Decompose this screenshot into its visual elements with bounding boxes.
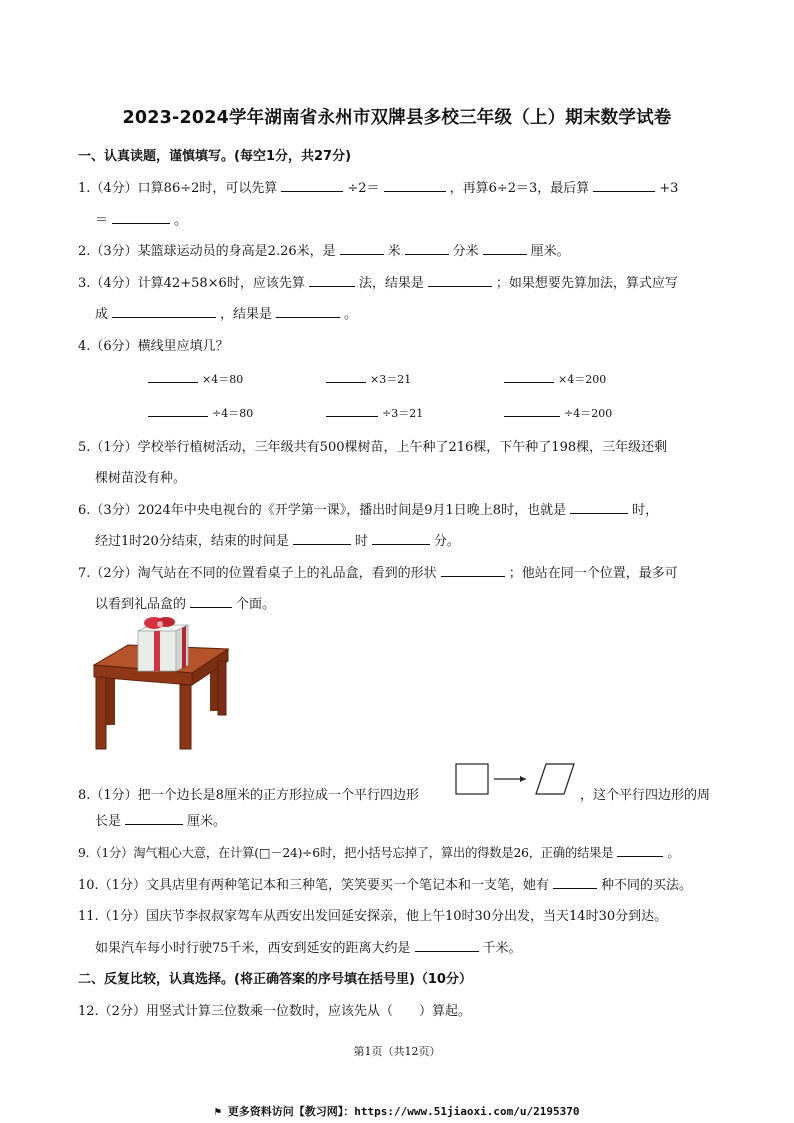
q3-text-a: 3.（4分）计算42+58×6时，应该先算: [78, 276, 305, 291]
q6-text-e: 分。: [433, 534, 460, 549]
q8-text-d: 厘米。: [187, 814, 227, 829]
q4-item-4: [148, 402, 253, 421]
q3-blank-4[interactable]: [276, 303, 340, 318]
q3-text-e: ，结果是: [220, 307, 273, 322]
table-gift-illustration: [88, 615, 236, 755]
q4-item-2: [326, 368, 411, 387]
square-shape: [456, 764, 488, 794]
q2-text-c: 分米: [452, 244, 479, 259]
question-10: [78, 874, 692, 893]
page-footer: 第1页（共12页）: [353, 1045, 441, 1058]
q9-text-b: 。: [667, 846, 680, 860]
q11-text-b: 如果汽车每小时行驶75千米，西安到延安的距离大约是: [95, 941, 411, 956]
q10-blank-1[interactable]: [553, 874, 597, 889]
q6-text-b: 时，: [632, 503, 659, 518]
q2-blank-3[interactable]: [483, 240, 527, 255]
q2-text-a: 2.（3分）某篮球运动员的身高是2.26米，是: [78, 244, 336, 259]
q3-text-c: ；如果想要先算加法，算式应写: [495, 276, 678, 291]
q7-text-b: ；他站在同一个位置，最多可: [508, 566, 678, 581]
bottom-banner-text: 更多资料访问【教习网】：https://www.51jiaoxi.com/u/2195370: [227, 1105, 580, 1118]
q6-blank-1[interactable]: [570, 499, 628, 514]
q4-item-5: [326, 402, 423, 421]
q7-text-a: 7.（2分）淘气站在不同的位置看桌子上的礼品盒，看到的形状: [78, 566, 437, 581]
q4-blank-6[interactable]: [504, 402, 560, 417]
q1-text-a: 1.（4分）口算86÷2时，可以先算: [78, 181, 278, 196]
q7-text-c: 以看到礼品盒的: [95, 597, 187, 612]
q1-blank-1[interactable]: [281, 177, 343, 192]
q3-blank-1[interactable]: [309, 272, 355, 287]
q6-blank-2[interactable]: [293, 530, 351, 545]
question-11-line-2: [95, 937, 522, 956]
q1-blank-3[interactable]: [593, 177, 655, 192]
section-1-heading: 一、认真读题，谨慎填写。(每空1分，共27分): [78, 149, 352, 164]
question-1-line-1: [78, 177, 678, 196]
question-3-line-1: [78, 272, 678, 291]
q3-text-d: 成: [95, 307, 109, 322]
q8-text-b: ，这个平行四边形的周: [580, 788, 711, 803]
q4-item-6-text: ÷4＝200: [564, 407, 613, 420]
q8-text-c: 长是: [95, 814, 122, 829]
q4-item-3: [504, 368, 606, 387]
q2-blank-1[interactable]: [340, 240, 384, 255]
q4-item-1: [148, 368, 243, 387]
gift-box-icon: [138, 617, 188, 671]
question-2: [78, 240, 570, 259]
q3-blank-3[interactable]: [112, 303, 216, 318]
q7-blank-1[interactable]: [441, 562, 505, 577]
q1-blank-2[interactable]: [384, 177, 446, 192]
question-9: [78, 842, 680, 861]
question-8-line-2: [95, 810, 226, 829]
q4-item-4-text: ÷4＝80: [212, 407, 254, 420]
q4-blank-3[interactable]: [504, 368, 554, 383]
q2-text-d: 厘米。: [530, 244, 570, 259]
q1-text-d: +3: [659, 181, 679, 196]
q1-text-f: 。: [174, 213, 188, 228]
q1-text-c: ，再算6÷2＝3，最后算: [449, 181, 590, 196]
q4-blank-5[interactable]: [326, 402, 378, 417]
question-6-line-2: [95, 530, 460, 549]
q11-text-c: 千米。: [482, 941, 522, 956]
question-6-line-1: [78, 499, 658, 518]
q4-blank-1[interactable]: [148, 368, 198, 383]
question-7-line-1: [78, 562, 678, 581]
square-to-parallelogram-figure: [454, 762, 576, 798]
flag-icon: ⚑: [214, 1105, 228, 1118]
q3-text-f: 。: [344, 307, 358, 322]
q6-text-d: 时: [354, 534, 368, 549]
q7-blank-2[interactable]: [190, 593, 232, 608]
q6-text-a: 6.（3分）2024年中央电视台的《开学第一课》，播出时间是9月1日晚上8时，也就是: [78, 503, 567, 518]
question-4-stem: 4.（6分）横线里应填几？: [78, 339, 229, 354]
question-7-line-2: [95, 593, 275, 612]
q4-item-3-text: ×4＝200: [558, 373, 607, 386]
q4-item-1-text: ×4＝80: [202, 373, 244, 386]
q4-item-6: [504, 402, 612, 421]
q1-blank-4[interactable]: [112, 209, 170, 224]
q10-text-b: 种不同的买法。: [600, 878, 692, 893]
q9-text-a: 9.（1分）淘气粗心大意，在计算(□－24)÷6时，把小括号忘掉了，算出的得数是26，正确的结果是: [78, 846, 614, 860]
q7-text-d: 个面。: [236, 597, 276, 612]
q4-item-5-text: ÷3＝21: [382, 407, 424, 420]
q9-blank-1[interactable]: [617, 842, 663, 857]
q4-blank-2[interactable]: [326, 368, 366, 383]
q3-blank-2[interactable]: [428, 272, 492, 287]
section-2-heading: 二、反复比较，认真选择。(将正确答案的序号填在括号里)（10分）: [78, 972, 472, 987]
q10-text-a: 10.（1分）文具店里有两种笔记本和三种笔，笑笑要买一个笔记本和一支笔，她有: [78, 878, 549, 893]
q6-text-c: 经过1时20分结束，结束的时间是: [95, 534, 289, 549]
q2-text-b: 米: [387, 244, 401, 259]
question-1-line-2: [95, 209, 187, 228]
q6-blank-3[interactable]: [372, 530, 430, 545]
q2-blank-2[interactable]: [405, 240, 449, 255]
page-title: 2023-2024学年湖南省永州市双牌县多校三年级（上）期末数学试卷: [122, 108, 672, 128]
bottom-banner[interactable]: [0, 1103, 794, 1119]
q3-text-b: 法，结果是: [358, 276, 424, 291]
q1-text-b: ÷2＝: [347, 181, 380, 196]
q8-text-a: 8.（1分）把一个边长是8厘米的正方形拉成一个平行四边形: [78, 788, 419, 803]
parallelogram-shape: [536, 764, 574, 794]
question-5-line-1: 5.（1分）学校举行植树活动，三年级共有500棵树苗，上午种了216棵，下午种了198棵，三年级还剩: [78, 440, 668, 455]
q1-text-e: ＝: [95, 213, 109, 228]
q4-item-2-text: ×3＝21: [370, 373, 412, 386]
q4-blank-4[interactable]: [148, 402, 208, 417]
q8-blank-1[interactable]: [125, 810, 183, 825]
question-3-line-2: [95, 303, 357, 322]
question-5-line-2: 棵树苗没有种。: [95, 471, 187, 486]
question-11-line-1: 11.（1分）国庆节李叔叔家驾车从西安出发回延安探亲，他上午10时30分出发，当天14时30分到达。: [78, 909, 668, 924]
question-12: 12.（2分）用竖式计算三位数乘一位数时，应该先从（ ）算起。: [78, 1004, 471, 1019]
question-8-line-1: [78, 784, 419, 803]
q11-blank-1[interactable]: [415, 937, 479, 952]
